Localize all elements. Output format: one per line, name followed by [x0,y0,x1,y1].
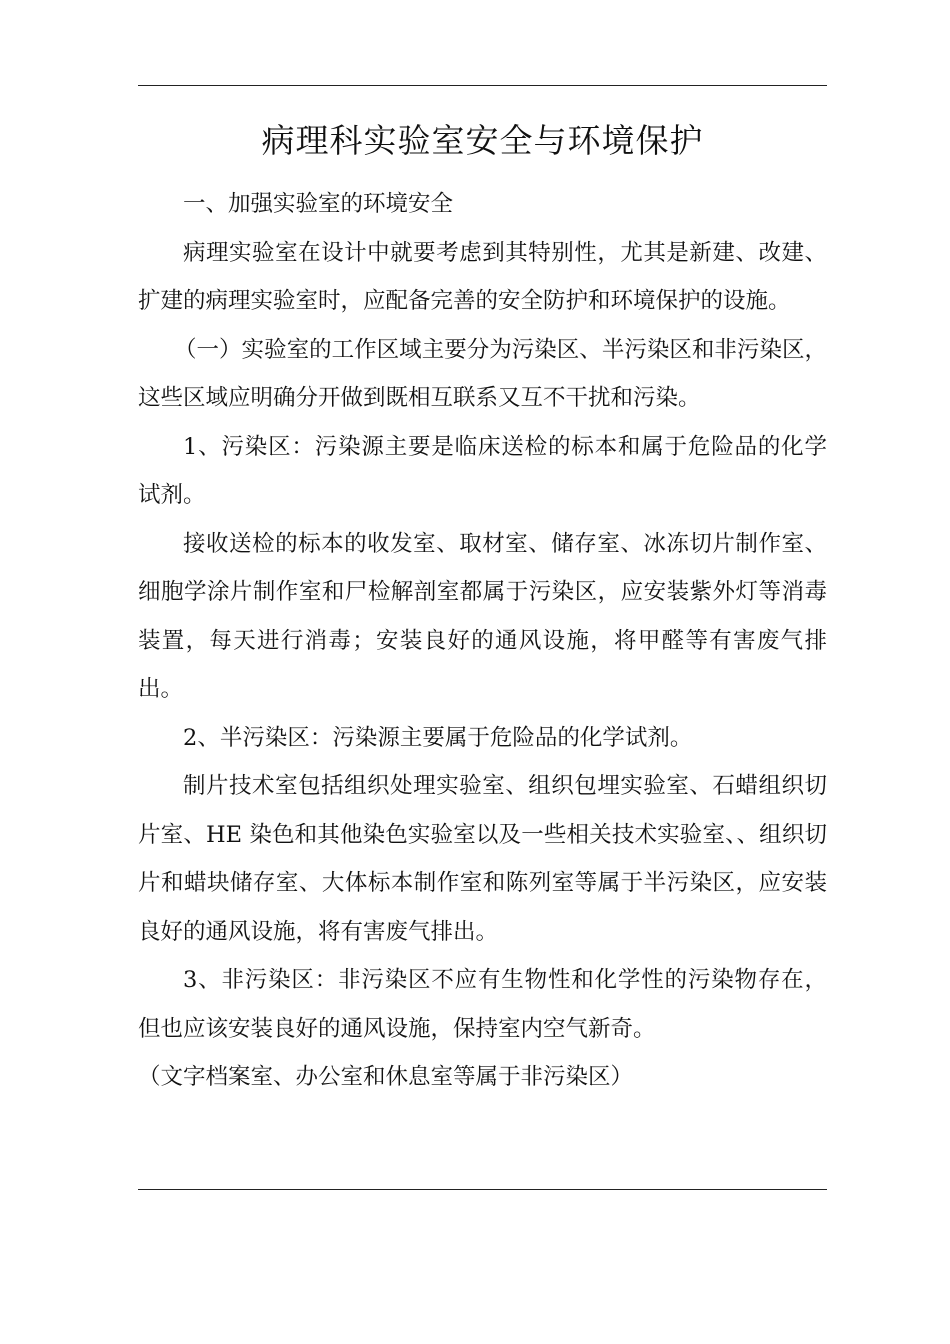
paragraph: 接收送检的标本的收发室、取材室、储存室、冰冻切片制作室、细胞学涂片制作室和尸检解剖室都属于污染区，应安装紫外灯等消毒装置，每天进行消毒；安装良好的通风设施，将甲醛等有害废气排出。 [138,530,827,702]
paragraph: 病理实验室在设计中就要考虑到其特别性，尤其是新建、改建、扩建的病理实验室时，应配备完善的安全防护和环境保护的设施。 [138,239,827,314]
paragraph: 制片技术室包括组织处理实验室、组织包埋实验室、石蜡组织切片室、HE 染色和其他染色实验室以及一些相关技术实验室、、组织切片和蜡块储存室、大体标本制作室和陈列室等属于半污染区，应安装良好的通风设施，将有害废气排出。 [138,773,827,945]
note-paragraph: （文字档案室、办公室和休息室等属于非污染区） [138,1064,634,1090]
paragraph: 1、污染区：污染源主要是临床送检的标本和属于危险品的化学试剂。 [138,433,827,508]
section-heading: 一、加强实验室的环境安全 [183,191,454,217]
header-rule [138,85,827,86]
paragraph: 2、半污染区：污染源主要属于危险品的化学试剂。 [183,724,693,751]
footer-rule [138,1189,827,1190]
document-title: 病理科实验室安全与环境保护 [261,121,704,160]
paragraph: 3、非污染区：非污染区不应有生物性和化学性的污染物存在，但也应该安装良好的通风设施，保持室内空气新奇。 [138,967,827,1042]
subsection-paragraph: （一）实验室的工作区域主要分为污染区、半污染区和非污染区，这些区域应明确分开做到既相互联系又互不干扰和污染。 [138,336,827,411]
document-body [138,180,827,1102]
